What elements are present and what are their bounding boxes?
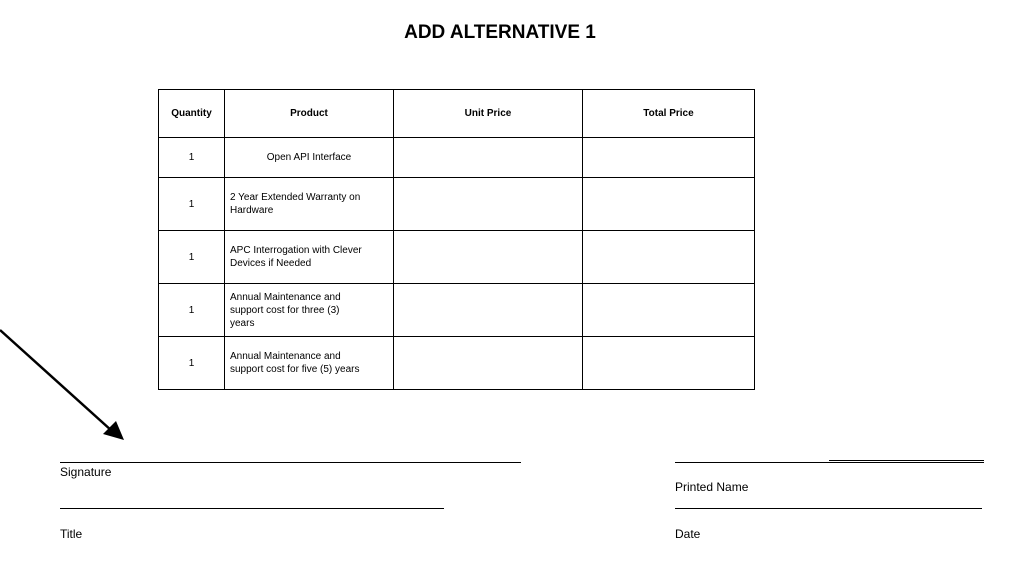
unit-price-cell[interactable] (394, 284, 583, 337)
product-cell: Annual Maintenance and support cost for three (3) years (225, 284, 394, 337)
pricing-table (158, 89, 755, 390)
table-row (159, 231, 755, 284)
table-row (159, 284, 755, 337)
table-row (159, 178, 755, 231)
table-row (159, 337, 755, 390)
header-product: Product (225, 90, 394, 138)
title-label: Title (60, 527, 83, 541)
quantity-cell: 1 (159, 231, 225, 284)
arrow-icon (0, 0, 140, 450)
total-price-cell[interactable] (583, 284, 755, 337)
unit-price-cell[interactable] (394, 337, 583, 390)
product-cell: APC Interrogation with Clever Devices if Needed (225, 231, 394, 284)
table-row (159, 138, 755, 178)
quantity-cell: 1 (159, 138, 225, 178)
date-label: Date (675, 527, 701, 541)
date-line[interactable] (675, 508, 982, 509)
quantity-cell: 1 (159, 178, 225, 231)
title-line[interactable] (60, 508, 444, 509)
quantity-cell: 1 (159, 284, 225, 337)
total-price-cell[interactable] (583, 178, 755, 231)
product-cell: Annual Maintenance and support cost for five (5) years (225, 337, 394, 390)
total-price-cell[interactable] (583, 337, 755, 390)
signature-label: Signature (60, 465, 112, 479)
header-unit-price: Unit Price (394, 90, 583, 138)
header-quantity: Quantity (159, 90, 225, 138)
header-total-price: Total Price (583, 90, 755, 138)
total-price-cell[interactable] (583, 231, 755, 284)
product-cell: Open API Interface (225, 138, 394, 178)
printed-name-line[interactable] (675, 462, 984, 463)
unit-price-cell[interactable] (394, 178, 583, 231)
unit-price-cell[interactable] (394, 231, 583, 284)
signature-line[interactable] (60, 462, 521, 463)
product-cell: 2 Year Extended Warranty on Hardware (225, 178, 394, 231)
total-price-cell[interactable] (583, 138, 755, 178)
printed-name-label: Printed Name (675, 480, 749, 494)
quantity-cell: 1 (159, 337, 225, 390)
unit-price-cell[interactable] (394, 138, 583, 178)
printed-name-line-overlay (829, 460, 984, 461)
table-header-row (159, 90, 755, 138)
document-title: ADD ALTERNATIVE 1 (404, 22, 596, 43)
